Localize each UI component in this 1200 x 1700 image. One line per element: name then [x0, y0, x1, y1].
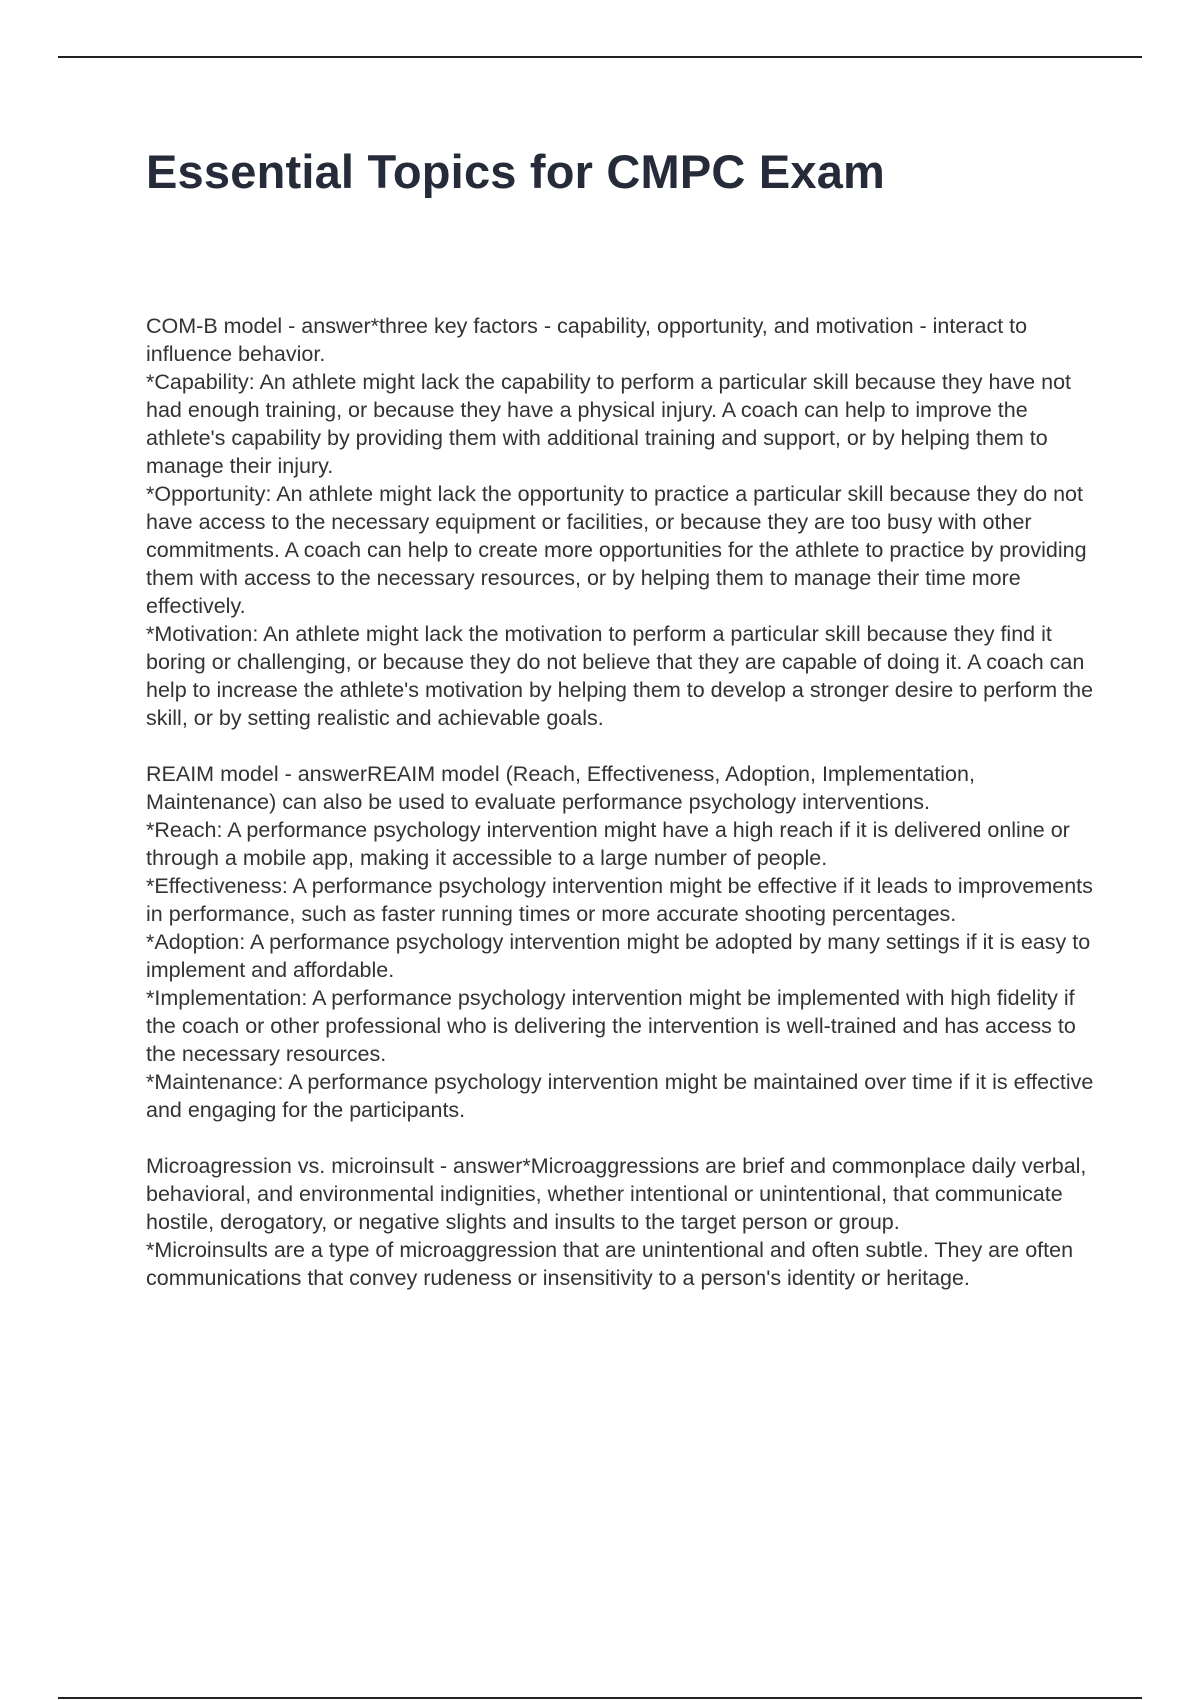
entry-paragraph: Microagression vs. microinsult - answer*Microaggressions are brief and commonplace daily verbal, behavioral, and environmental indignities, whether intentional or unintentional, that communicate hostile, derogatory, or negative slights and insults to the target person or group.: [146, 1154, 1087, 1234]
entry-paragraph: *Microinsults are a type of microaggression that are unintentional and often subtle. They are often communications that convey rudeness or insensitivity to a person's identity or heritage.: [146, 1238, 1074, 1290]
entry-microagression: [146, 1152, 1096, 1292]
document-body: [146, 312, 1096, 1320]
entry-paragraph: *Motivation: An athlete might lack the motivation to perform a particular skill because they find it boring or challenging, or because they do not believe that they are capable of doing it. A coach can help to increase the athlete's motivation by helping them to develop a stronger desire to perform the skill, or by setting realistic and achievable goals.: [146, 622, 1094, 730]
entry-paragraph: REAIM model - answerREAIM model (Reach, Effectiveness, Adoption, Implementation, Maintenance) can also be used to evaluate performance psychology interventions.: [146, 762, 975, 814]
entry-paragraph: COM-B model - answer*three key factors - capability, opportunity, and motivation - interact to influence behavior.: [146, 314, 1028, 366]
entry-paragraph: *Maintenance: A performance psychology intervention might be maintained over time if it is effective and engaging for the participants.: [146, 1070, 1094, 1122]
entry-reaim-model: [146, 760, 1096, 1124]
entry-paragraph: *Opportunity: An athlete might lack the opportunity to practice a particular skill because they do not have access to the necessary equipment or facilities, or because they are too busy with other commitments. A coach can help to create more opportunities for the athlete to practice by providing them with access to the necessary resources, or by helping them to manage their time more effectively.: [146, 482, 1087, 618]
entry-paragraph: *Effectiveness: A performance psychology intervention might be effective if it leads to improvements in performance, such as faster running times or more accurate shooting percentages.: [146, 874, 1093, 926]
entry-paragraph: *Implementation: A performance psychology intervention might be implemented with high fidelity if the coach or other professional who is delivering the intervention is well-trained and has access to the necessary resources.: [146, 986, 1076, 1066]
entry-com-b-model: [146, 312, 1096, 732]
entry-paragraph: *Capability: An athlete might lack the capability to perform a particular skill because they have not had enough training, or because they have a physical injury. A coach can help to improve the athlete's capability by providing them with additional training and support, or by helping them to manage their injury.: [146, 370, 1071, 478]
top-divider: [58, 56, 1142, 58]
page-title: Essential Topics for CMPC Exam: [146, 145, 886, 198]
entry-paragraph: *Reach: A performance psychology intervention might have a high reach if it is delivered online or through a mobile app, making it accessible to a large number of people.: [146, 818, 1070, 870]
bottom-divider: [58, 1697, 1142, 1699]
entry-paragraph: *Adoption: A performance psychology intervention might be adopted by many settings if it is easy to implement and affordable.: [146, 930, 1091, 982]
